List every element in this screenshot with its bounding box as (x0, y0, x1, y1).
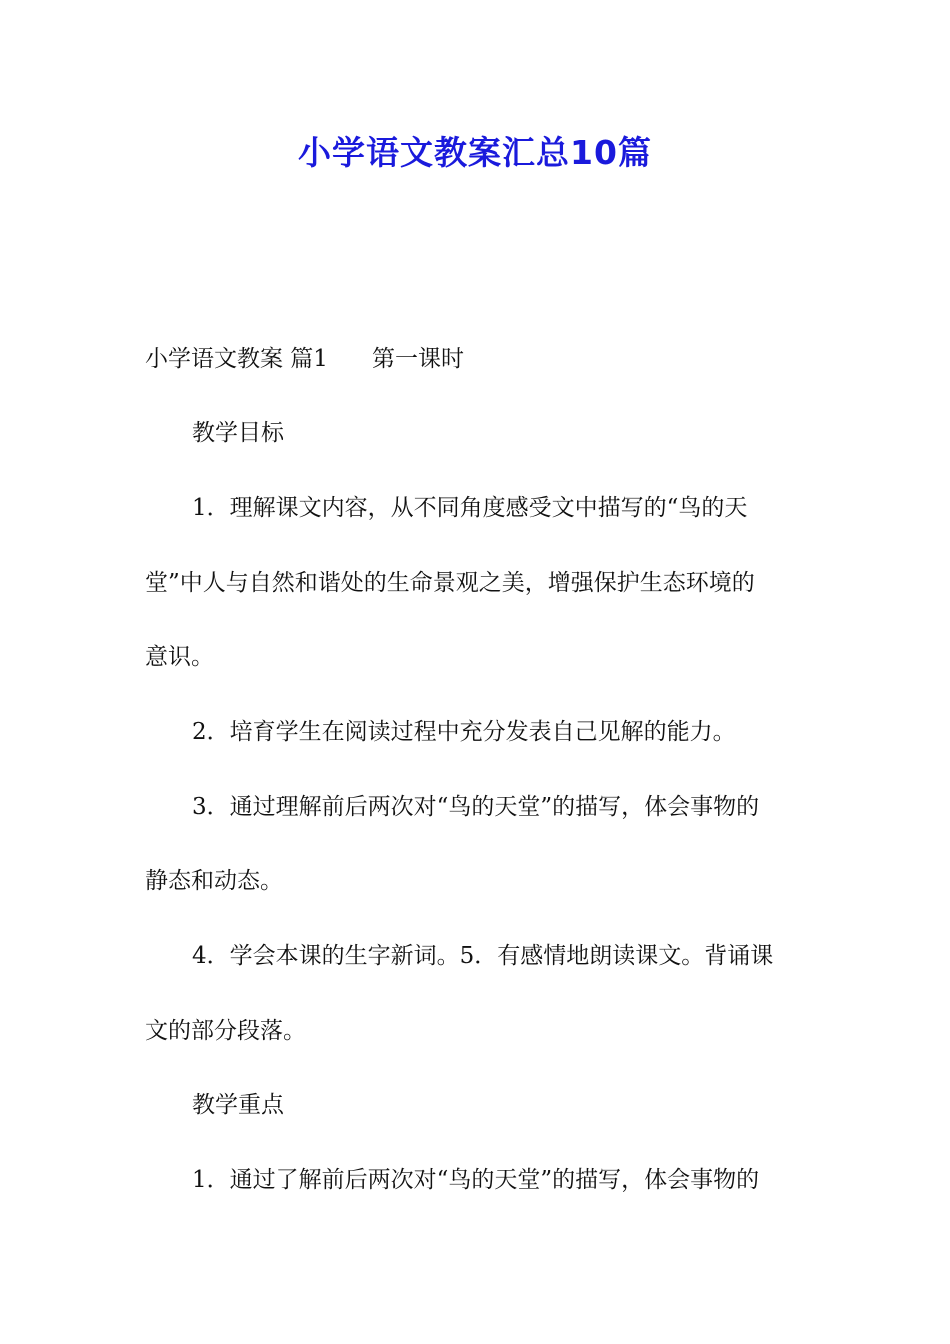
paragraph-line: 3．通过理解前后两次对“鸟的天堂”的描写，体会事物的 (192, 794, 760, 820)
paragraph-line: 1．理解课文内容，从不同角度感受文中描写的“鸟的天 (192, 495, 748, 521)
section-title: 小学语文教案 篇1 (145, 346, 328, 372)
section-subtitle: 第一课时 (371, 346, 464, 372)
subheading-teaching-focus: 教学重点 (192, 1092, 284, 1118)
section-heading (145, 342, 825, 376)
document-title: 小学语文教案汇总10篇 (298, 133, 652, 172)
paragraph-line: 1．通过了解前后两次对“鸟的天堂”的描写，体会事物的 (192, 1167, 760, 1193)
paragraph-line: 堂”中人与自然和谐处的生命景观之美，增强保护生态环境的 (145, 570, 755, 596)
paragraph-line: 文的部分段落。 (145, 1018, 306, 1044)
paragraph-line: 2．培育学生在阅读过程中充分发表自己见解的能力。 (192, 719, 736, 745)
paragraph-line: 4．学会本课的生字新词。5．有感情地朗读课文。背诵课 (192, 943, 774, 969)
paragraph-line: 静态和动态。 (145, 868, 283, 894)
paragraph-line: 意识。 (145, 644, 214, 670)
subheading-teaching-goals: 教学目标 (192, 420, 284, 446)
